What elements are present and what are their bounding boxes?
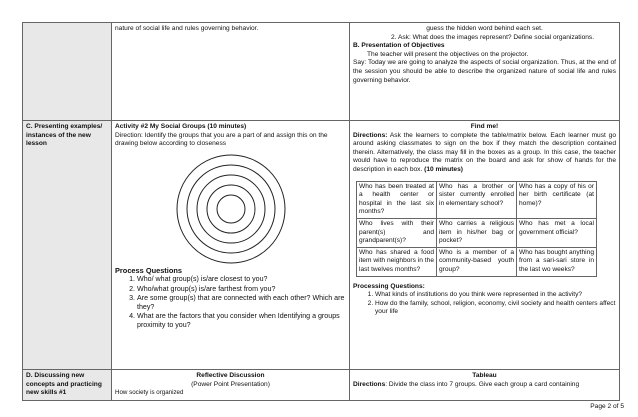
- activity-title: Activity #2 My Social Groups (10 minutes): [115, 123, 247, 130]
- row2-col3: [350, 121, 620, 370]
- processing-question-1: 1. What kinds of institutions do you think were represented in the activity?: [375, 291, 616, 300]
- matrix-cell: Who lives with their parent(s) and grandparent(s)?: [357, 218, 437, 247]
- row1-line1: guess the hidden word behind each set.: [426, 25, 543, 32]
- matrix-cell: Who is a member of a community-based youth group?: [437, 247, 517, 276]
- page-number: Page 2 of 5: [590, 403, 624, 410]
- row1-col3: [350, 23, 620, 121]
- activity-direction: Direction: Identify the groups that you are a part of and assign this on the drawing below according to closeness: [115, 131, 328, 148]
- processing-question-2: 2. How do the family, school, religion, economy, civil society and health centers affect your life: [375, 300, 616, 317]
- processing-questions-title: Processing Questions:: [353, 282, 425, 290]
- row-objectives: [23, 23, 620, 121]
- row1-say: Say: Today we are going to analyze the aspects of social organization. Thus, at the end of the session you should be able to describe the organized nature of social life and rules governing behavior.: [353, 59, 616, 84]
- row1-label: [23, 23, 112, 121]
- row3-col2: [112, 370, 350, 401]
- process-questions-list: [115, 275, 346, 330]
- matrix-cell: Who has bought anything from a sari-sari store in the last wo weeks?: [517, 247, 597, 276]
- find-me-matrix: [356, 181, 597, 277]
- find-dir-text: Ask the learners to complete the table/matrix below. Each learner must go around asking classmates to sign on the box if they match the description contained therein. Alternatively, the class may fill in the boxes as a group. In this case, the teacher would have to reproduce the matrix on the board and ask for show of hands for the description in each box.: [353, 131, 616, 173]
- find-dir-label: Directions:: [353, 131, 388, 139]
- row-presenting-examples: [23, 121, 620, 370]
- matrix-row: [357, 181, 597, 218]
- find-me-directions: [353, 132, 616, 175]
- find-time: (10 minutes): [424, 165, 463, 173]
- lesson-plan-table: [22, 22, 620, 401]
- circle-ring-5: [217, 195, 245, 223]
- tableau-title: Tableau: [472, 372, 497, 379]
- reflective-discussion-note: How society is organized: [115, 389, 184, 397]
- tableau-dir-label: Directions: [353, 380, 386, 388]
- tableau-directions: [353, 381, 616, 390]
- matrix-cell: Who has been treated at a health center or hospital in the last six months?: [357, 181, 437, 218]
- row1-line2: 2. Ask: What does the images represent? Define social organizations.: [391, 33, 595, 41]
- matrix-cell: Who has shared a food item with neighbors in the last twelves months?: [357, 247, 437, 276]
- matrix-row: [357, 247, 597, 276]
- process-question-1: 1. Who/ what group(s) is/are closest to you?: [137, 275, 346, 284]
- row3-col3: [350, 370, 620, 401]
- row3-label: D. Discussing new concepts and practicing new skills #1: [23, 370, 112, 401]
- reflective-discussion-title: Reflective Discussion: [196, 372, 265, 379]
- row1-line3: The teacher will present the objectives on the projector.: [367, 50, 529, 58]
- presentation-objectives-heading: B. Presentation of Objectives: [353, 42, 445, 50]
- circle-ring-1: [177, 155, 285, 263]
- process-question-2: 2. Who/what group(s) is/are farthest from you?: [137, 285, 346, 294]
- process-question-3: 3. Are some group(s) that are connected with each other? Which are they?: [137, 294, 346, 312]
- tableau-dir-text: : Divide the class into 7 groups. Give each group a card containing: [385, 380, 580, 388]
- circle-ring-2: [187, 165, 275, 253]
- process-question-4: 4. What are the factors that you consider when Identifying a groups proximity to you?: [137, 312, 346, 330]
- circle-ring-4: [207, 185, 255, 233]
- matrix-cell: Who has a brother or sister currently enrolled in elementary school?: [437, 181, 517, 218]
- process-questions-title: Process Questions: [115, 265, 182, 275]
- find-me-title: Find me!: [470, 123, 499, 130]
- row1-col2: [112, 23, 350, 121]
- matrix-row: [357, 218, 597, 247]
- row-discussing-concepts: [23, 370, 620, 401]
- row1-col2-text: nature of social life and rules governing behavior.: [115, 25, 259, 32]
- reflective-discussion-sub: (Power Point Presentation): [191, 380, 270, 388]
- concentric-circles-diagram: [175, 153, 287, 265]
- matrix-cell: Who has a copy of his or her birth certificate (at home)?: [517, 181, 597, 218]
- matrix-cell: Who has met a local government official?: [517, 218, 597, 247]
- matrix-cell: Who carries a religious item in his/her bag or pocket?: [437, 218, 517, 247]
- row2-label: C. Presenting examples/ instances of the new lesson: [23, 121, 112, 370]
- row2-col2: [112, 121, 350, 370]
- processing-questions-list: [353, 291, 616, 317]
